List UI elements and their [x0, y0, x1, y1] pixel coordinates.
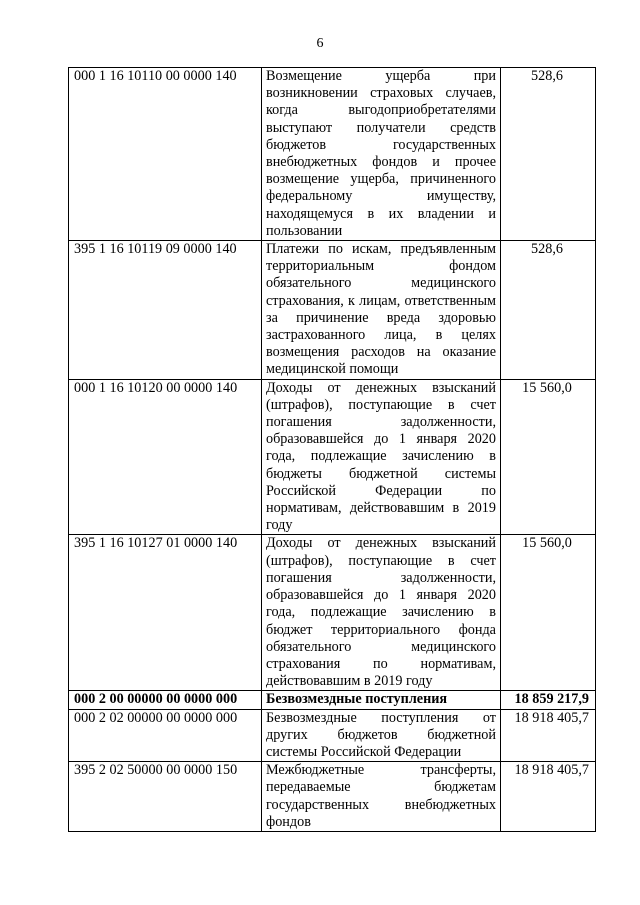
amount-cell: 528,6	[501, 241, 596, 380]
description-cell: Платежи по искам, предъявленным территориальным фондом обязательного медицинского страхования, к лицам, ответственным за причинение вреда здоровью застрахованного лица, в целях возмещения расходов на оказание медицинской помощи	[262, 241, 501, 380]
table-row	[69, 691, 596, 709]
page-number: 6	[316, 36, 324, 51]
description-cell: Безвозмездные поступления	[262, 691, 501, 709]
table-row	[69, 709, 596, 762]
amount-cell: 18 859 217,9	[501, 691, 596, 709]
budget-code-cell: 395 2 02 50000 00 0000 150	[69, 762, 262, 832]
description-cell: Межбюджетные трансферты, передаваемые бюджетам государственных внебюджетных фондов	[262, 762, 501, 832]
amount-cell: 528,6	[501, 68, 596, 241]
budget-code-cell: 000 2 00 00000 00 0000 000	[69, 691, 262, 709]
budget-code-cell: 000 1 16 10120 00 0000 140	[69, 379, 262, 535]
budget-code-cell: 395 1 16 10127 01 0000 140	[69, 535, 262, 691]
amount-cell: 15 560,0	[501, 535, 596, 691]
description-cell: Возмещение ущерба при возникновении страховых случаев, когда выгодоприобретателями выступают получатели средств бюджетов государственных внебюджетных фондов и прочее возмещение ущерба, причиненного федеральному имуществу, находящемуся в их владении и пользовании	[262, 68, 501, 241]
amount-cell: 18 918 405,7	[501, 762, 596, 832]
description-cell: Безвозмездные поступления от других бюджетов бюджетной системы Российской Федерации	[262, 709, 501, 762]
table-row	[69, 241, 596, 380]
table-row	[69, 68, 596, 241]
revenue-table	[68, 67, 596, 832]
table-row	[69, 762, 596, 832]
budget-code-cell: 000 1 16 10110 00 0000 140	[69, 68, 262, 241]
budget-code-cell: 000 2 02 00000 00 0000 000	[69, 709, 262, 762]
budget-code-cell: 395 1 16 10119 09 0000 140	[69, 241, 262, 380]
amount-cell: 15 560,0	[501, 379, 596, 535]
description-cell: Доходы от денежных взысканий (штрафов), поступающие в счет погашения задолженности, образовавшейся до 1 января 2020 года, подлежащие зачислению в бюджет территориального фонда обязательного медицинского страхования по нормативам, действовавшим в 2019 году	[262, 535, 501, 691]
table-row	[69, 379, 596, 535]
amount-cell: 18 918 405,7	[501, 709, 596, 762]
description-cell: Доходы от денежных взысканий (штрафов), поступающие в счет погашения задолженности, образовавшейся до 1 января 2020 года, подлежащие зачислению в бюджеты бюджетной системы Российской Федерации по нормативам, действовавшим в 2019 году	[262, 379, 501, 535]
table-row	[69, 535, 596, 691]
